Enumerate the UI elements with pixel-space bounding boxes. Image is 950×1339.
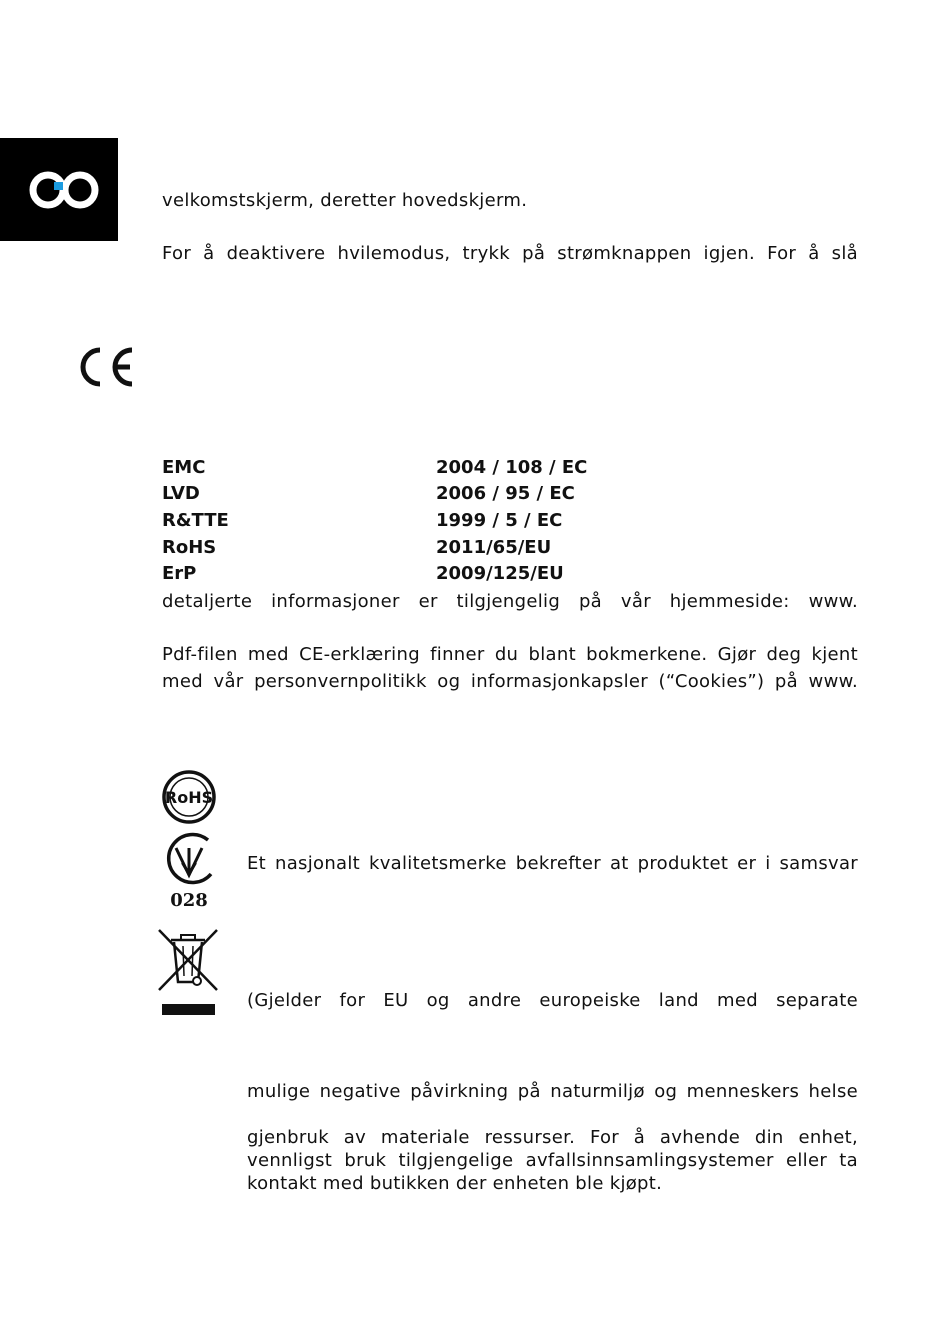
regulation-row-erp [162, 563, 722, 589]
quality-mark-text: Et nasjonalt kvalitetsmerke bekrefter at produktet er i samsvar [247, 853, 858, 874]
regulation-name: RoHS [162, 537, 217, 558]
weee-line-2: mulige negative påvirkning på naturmiljø og menneskers helse [247, 1081, 858, 1102]
regulation-name: R&TTE [162, 510, 229, 531]
ukr-mark-number: 028 [170, 890, 208, 910]
regulation-code: 2009/125/EU [436, 563, 564, 584]
regulation-row-rohs [162, 537, 722, 563]
weee-para-line-1: gjenbruk av materiale ressurser. For å avhende din enhet, [247, 1127, 858, 1148]
intro-line-1: velkomstskjerm, deretter hovedskjerm. [162, 190, 528, 211]
regulation-code: 1999 / 5 / EC [436, 510, 563, 531]
regulation-row-rtte [162, 510, 722, 536]
ukr-conformity-icon [160, 830, 218, 914]
weee-line-1: (Gjelder for EU og andre europeiske land med separate [247, 990, 858, 1011]
regulation-row-lvd [162, 483, 722, 509]
weee-crossed-bin-icon [155, 926, 223, 1022]
rohs-icon [160, 768, 218, 830]
regulation-code: 2006 / 95 / EC [436, 483, 575, 504]
declaration-line-3: med vår personvernpolitikk og informasjonkapsler (“Cookies”) på www. [162, 671, 858, 692]
regulation-code: 2004 / 108 / EC [436, 457, 588, 478]
ce-mark-icon [78, 345, 136, 393]
regulation-name: EMC [162, 457, 206, 478]
co-logo-icon [0, 138, 118, 241]
regulation-name: ErP [162, 563, 197, 584]
declaration-line-1: detaljerte informasjoner er tilgjengelig på vår hjemmeside: www. [162, 591, 858, 612]
regulation-code: 2011/65/EU [436, 537, 552, 558]
regulation-name: LVD [162, 483, 200, 504]
declaration-line-2: Pdf-filen med CE-erklæring finner du blant bokmerkene. Gjør deg kjent [162, 644, 858, 665]
rohs-label: RoHS [164, 788, 214, 807]
intro-line-2: For å deaktivere hvilemodus, trykk på strømknappen igjen. For å slå [162, 243, 858, 264]
weee-para-line-2: vennligst bruk tilgjengelige avfallsinnsamlingsystemer eller ta [247, 1150, 858, 1171]
brand-logo [0, 138, 118, 241]
weee-para-line-3: kontakt med butikken der enheten ble kjøpt. [247, 1173, 663, 1194]
regulation-row-emc [162, 457, 722, 483]
